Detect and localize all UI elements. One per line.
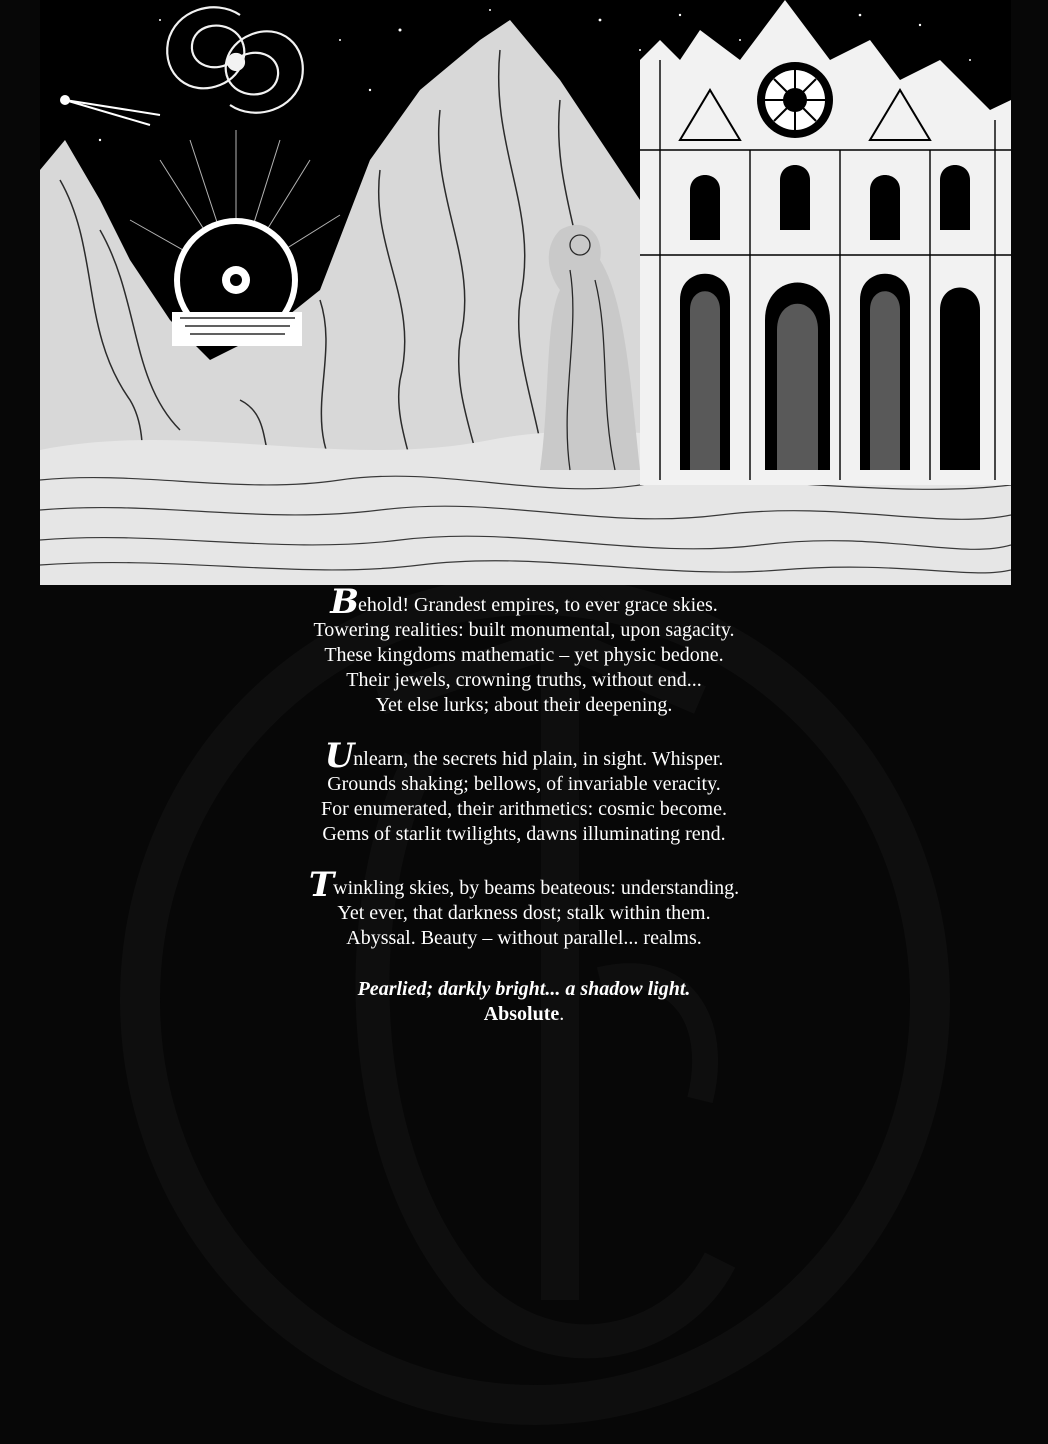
closing-word: Absolute — [483, 1003, 560, 1025]
poem-line — [0, 736, 1048, 776]
poem-line: Their jewels, crowning truths, without end... — [346, 669, 702, 691]
poem-line-text: winkling skies, by beams beateous: understanding. — [333, 877, 740, 899]
poem-line: For enumerated, their arithmetics: cosmic become. — [321, 798, 727, 820]
poem — [0, 582, 1048, 1027]
poem-line: Grounds shaking; bellows, of invariable veracity. — [327, 773, 721, 795]
stanza-1 — [0, 582, 1048, 718]
closing-line: Pearlied; darkly bright... a shadow light. — [357, 978, 691, 1000]
poem-line: Abyssal. Beauty – without parallel... realms. — [346, 927, 702, 949]
drop-cap-initial: T — [308, 865, 334, 905]
poem-line: These kingdoms mathematic – yet physic bedone. — [324, 644, 724, 666]
closing-period: . — [559, 1003, 565, 1025]
poem-line — [0, 582, 1048, 622]
closing-stanza — [0, 977, 1048, 1027]
poem-line-text: ehold! Grandest empires, to ever grace skies. — [357, 594, 718, 616]
poem-line: Yet ever, that darkness dost; stalk within them. — [337, 902, 711, 924]
cosmic-cathedral-illustration — [40, 0, 1011, 585]
stanza-2 — [0, 736, 1048, 847]
poem-line: Gems of starlit twilights, dawns illuminating rend. — [322, 823, 726, 845]
closing-word-line — [0, 1002, 1048, 1027]
stanza-3 — [0, 865, 1048, 951]
poem-line: Towering realities: built monumental, upon sagacity. — [313, 619, 735, 641]
poem-line-text: nlearn, the secrets hid plain, in sight. Whisper. — [353, 748, 724, 770]
poem-line: Yet else lurks; about their deepening. — [375, 694, 673, 716]
drop-cap-initial: B — [330, 582, 358, 622]
poem-line — [0, 865, 1048, 905]
drop-cap-initial: U — [324, 736, 354, 776]
